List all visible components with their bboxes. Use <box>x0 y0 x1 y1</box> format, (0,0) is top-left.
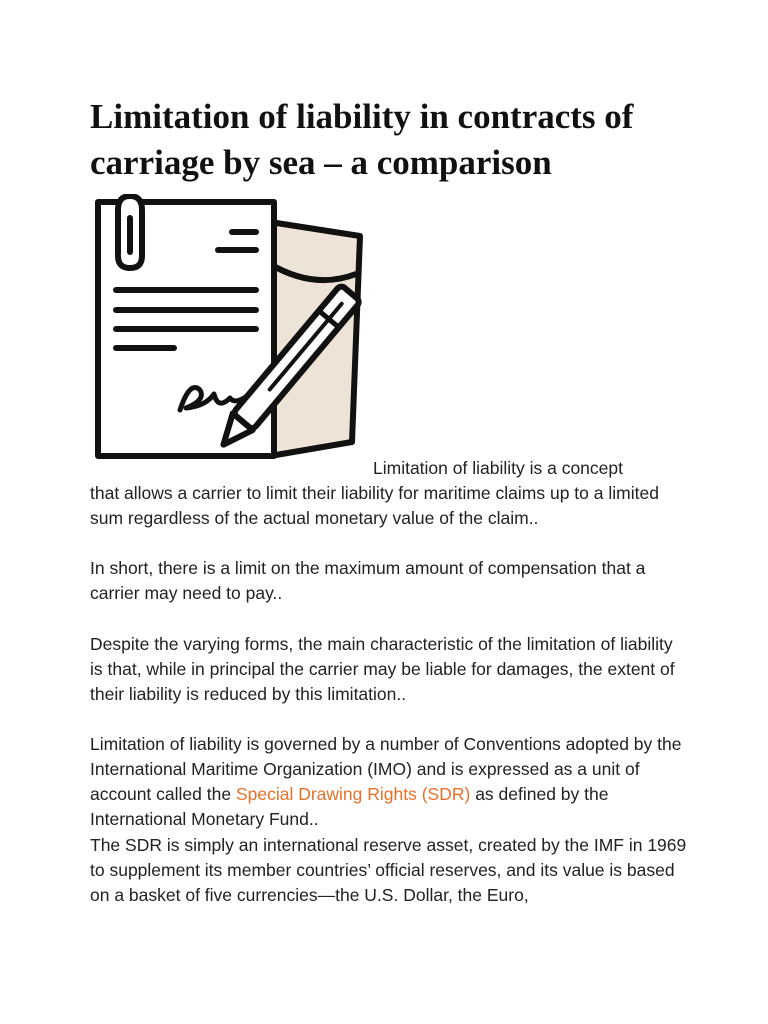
paragraph-characteristic: Despite the varying forms, the main characteristic of the limitation of liability is that, while in principal the carrier may be liable for damages, the extent of their liability is reduced by this limitation.. <box>90 634 675 704</box>
paragraph-conventions <box>90 732 690 832</box>
paragraph-short-limit: In short, there is a limit on the maximum amount of compensation that a carrier may need to pay.. <box>90 558 646 603</box>
signed-contract-with-pen-icon <box>94 194 374 476</box>
contract-illustration <box>94 194 374 476</box>
paragraph-sdr-definition: The SDR is simply an international reserve asset, created by the IMF in 1969 to supplement its member countries’ official reserves, and its value is based on a basket of five currencies—the U.S. Dollar, the Euro, <box>90 835 687 905</box>
paragraph-conventions-text-after: as defined by the International Monetary Fund.. <box>90 784 609 829</box>
article-title: Limitation of liability in contracts of carriage by sea – a comparison <box>90 97 634 182</box>
sdr-link[interactable]: Special Drawing Rights (SDR) <box>235 784 471 804</box>
paragraph-conventions-text-before: Limitation of liability is governed by a number of Conventions adopted by the International Maritime Organization (IMO) and is expressed as a unit of account called the <box>90 734 682 804</box>
intro-text-first-line: Limitation of liability is a concept <box>373 458 623 478</box>
intro-paragraph: that allows a carrier to limit their liability for maritime claims up to a limited sum regardless of the actual monetary value of the claim.. <box>90 483 659 528</box>
